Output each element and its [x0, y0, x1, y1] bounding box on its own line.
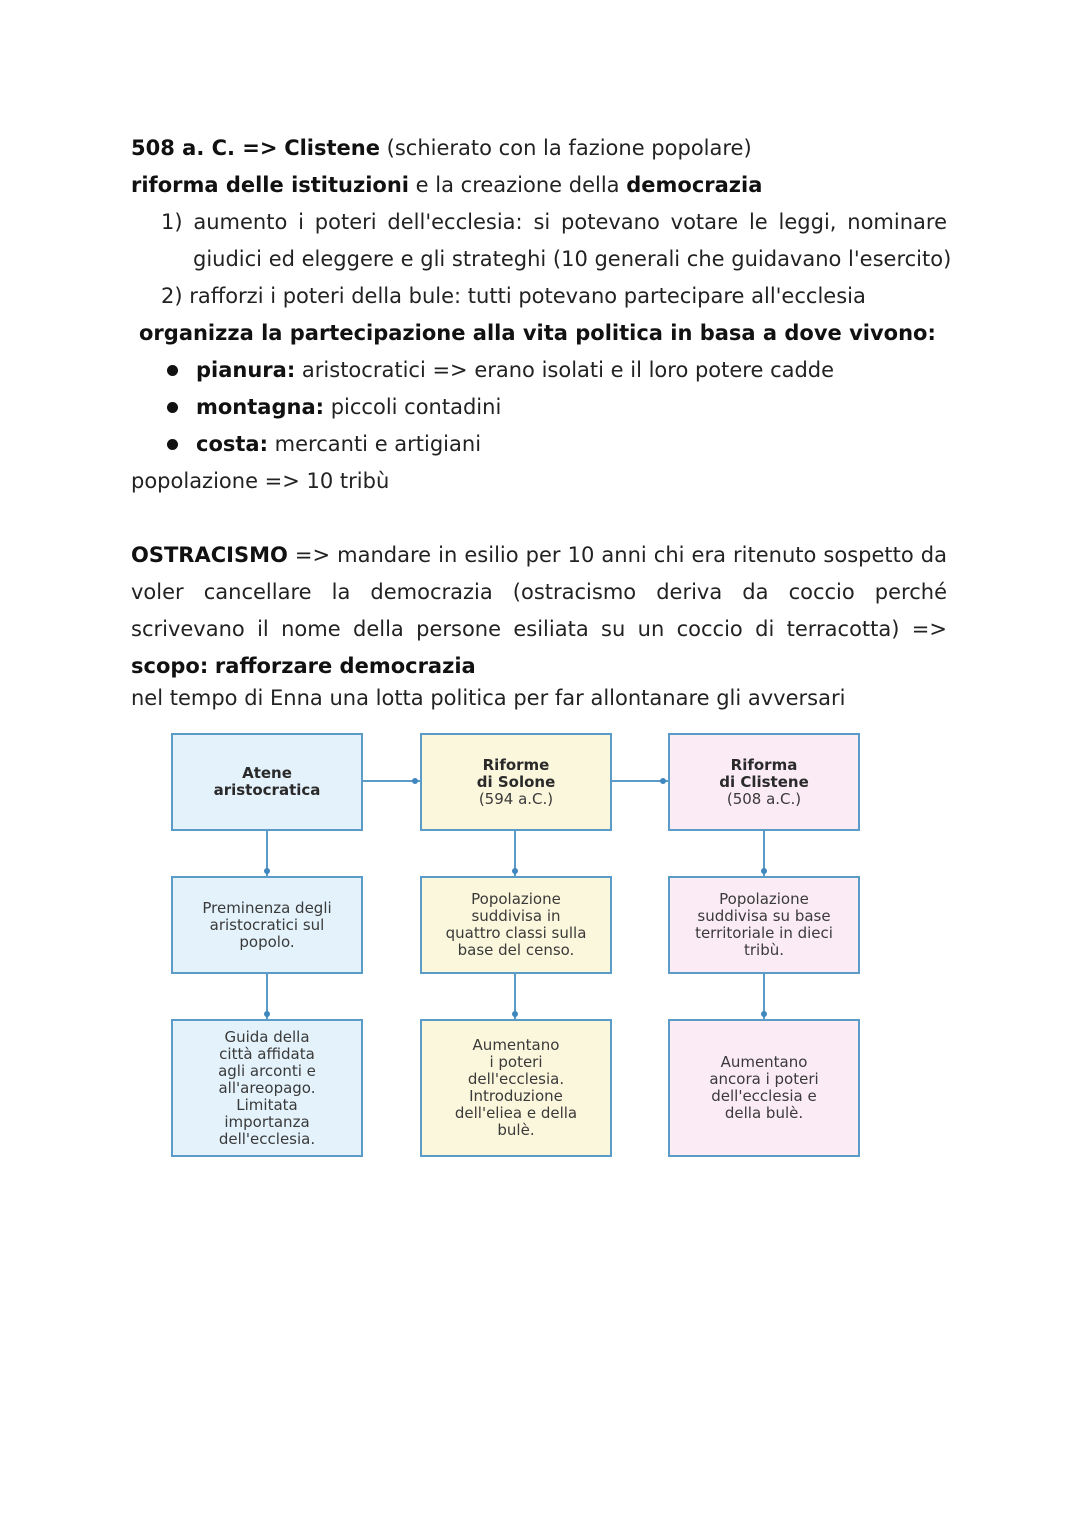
- connector-arrow-dot: [660, 778, 666, 784]
- popolazione-line: popolazione => 10 tribù: [131, 469, 390, 493]
- riforma-text: e la creazione della: [415, 173, 620, 197]
- connector-line: [610, 780, 669, 782]
- bullet-item-montagna: [196, 392, 501, 422]
- democrazia-label: democrazia: [626, 173, 763, 197]
- connector-line: [763, 973, 765, 1019]
- connector-arrow-dot: [412, 778, 418, 784]
- header-title-line: Riforme: [482, 755, 550, 774]
- clistene-note: (schierato con la fazione popolare): [386, 136, 752, 160]
- clistene-header-text: [719, 757, 809, 808]
- enna-line: nel tempo di Enna una lotta politica per far allontanare gli avversari: [131, 686, 846, 710]
- bullet-dot: [167, 365, 178, 376]
- connector-arrow-dot: [264, 1011, 270, 1017]
- date-label: 508 a. C. =>: [131, 136, 278, 160]
- bullet-text: mercanti e artigiani: [274, 432, 482, 456]
- scopo-text: rafforzare democrazia: [214, 654, 476, 678]
- ostracismo-line-1: [131, 540, 947, 570]
- header-date-line: (508 a.C.): [726, 789, 802, 808]
- clistene-heading-line: [131, 133, 752, 163]
- header-title-line: di Solone: [476, 772, 556, 791]
- box-solone-header: [420, 733, 612, 831]
- box-atene-bottom: Guida della città affidata agli arconti e all'areopago. Limitata importanza dell'ecclesia.: [171, 1019, 363, 1157]
- point-2-line: 2) rafforzi i poteri della bule: tutti potevano partecipare all'ecclesia: [161, 284, 866, 308]
- ostracismo-text-1: => mandare in esilio per 10 anni chi era ritenuto sospetto da: [294, 543, 947, 567]
- box-atene-middle: Preminenza degli aristocratici sul popolo.: [171, 876, 363, 974]
- point-1-continued-line: giudici ed eleggere e gli strateghi (10 generali che guidavano l'esercito): [193, 247, 952, 271]
- header-date-line: (594 a.C.): [478, 789, 554, 808]
- clistene-name: Clistene: [284, 136, 380, 160]
- bullet-text: aristocratici => erano isolati e il loro potere cadde: [301, 358, 835, 382]
- connector-arrow-dot: [512, 1011, 518, 1017]
- ostracismo-title: OSTRACISMO: [131, 543, 288, 567]
- ostracismo-line-3: scrivevano il nome della persone esiliata su un coccio di terracotta) =>: [131, 617, 947, 641]
- solone-header-text: [477, 757, 556, 808]
- box-clistene-header: [668, 733, 860, 831]
- connector-line: [514, 831, 516, 876]
- connector-arrow-dot: [761, 1011, 767, 1017]
- connector-arrow-dot: [264, 868, 270, 874]
- bullet-text: piccoli contadini: [330, 395, 502, 419]
- bullet-term: pianura:: [196, 358, 296, 382]
- box-solone-bottom: Aumentano i poteri dell'ecclesia. Introduzione dell'eliea e della bulè.: [420, 1019, 612, 1157]
- bullet-dot: [167, 439, 178, 450]
- connector-line: [763, 831, 765, 876]
- connector-arrow-dot: [512, 868, 518, 874]
- connector-line: [514, 973, 516, 1019]
- organizza-line: organizza la partecipazione alla vita politica in basa a dove vivono:: [139, 321, 936, 345]
- bullet-item-pianura: [196, 355, 834, 385]
- bullet-term: montagna:: [196, 395, 325, 419]
- connector-arrow-dot: [761, 868, 767, 874]
- connector-line: [266, 831, 268, 876]
- ostracismo-line-2: voler cancellare la democrazia (ostracismo deriva da coccio perché: [131, 580, 947, 604]
- header-title-line: di Clistene: [719, 772, 809, 791]
- point-1-line: 1) aumento i poteri dell'ecclesia: si potevano votare le leggi, nominare: [161, 210, 947, 234]
- scopo-line: [131, 651, 476, 681]
- connector-line: [266, 973, 268, 1019]
- header-title-line: Riforma: [730, 755, 798, 774]
- scopo-label: scopo:: [131, 654, 209, 678]
- box-atene-header: Atene aristocratica: [171, 733, 363, 831]
- bullet-item-costa: [196, 429, 481, 459]
- bullet-term: costa:: [196, 432, 268, 456]
- box-clistene-bottom: Aumentano ancora i poteri dell'ecclesia e della bulè.: [668, 1019, 860, 1157]
- box-clistene-middle: Popolazione suddivisa su base territoriale in dieci tribù.: [668, 876, 860, 974]
- connector-line: [362, 780, 421, 782]
- riforma-line: [131, 170, 762, 200]
- riforma-label: riforma delle istituzioni: [131, 173, 409, 197]
- box-solone-middle: Popolazione suddivisa in quattro classi sulla base del censo.: [420, 876, 612, 974]
- bullet-dot: [167, 402, 178, 413]
